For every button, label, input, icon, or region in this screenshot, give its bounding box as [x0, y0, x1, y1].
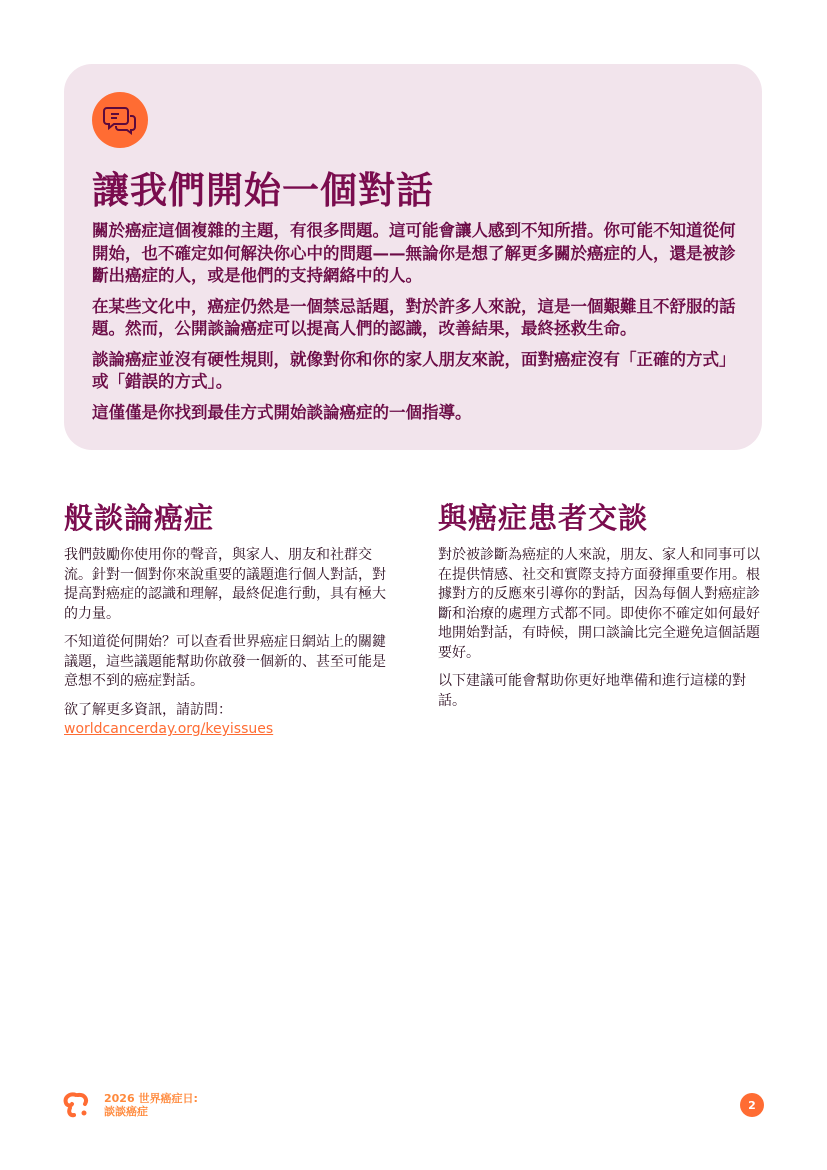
footer-line-1: 2026 世界癌症日:: [104, 1092, 198, 1105]
key-issues-link[interactable]: worldcancerday.org/keyissues: [64, 721, 274, 737]
intro-paragraph: 在某些文化中，癌症仍然是一個禁忌話題，對於許多人來說，這是一個艱難且不舒服的話題。然而，公開談論癌症可以提高人們的認識，改善結果，最終拯救生命。: [92, 296, 736, 338]
right-column-paragraph: 對於被診斷為癌症的人來說，朋友、家人和同事可以在提供情感、社交和實際支持方面發揮重要作用。根據對方的反應來引導你的對話，因為每個人對癌症診斷和治療的處理方式都不同。即使你不確定如何最好地開始對話，有時候，開口談論比完全避免這個話題要好。: [438, 547, 760, 661]
left-column-paragraph: 欲了解更多資訊，請訪問：: [64, 701, 232, 718]
intro-body: [92, 220, 740, 432]
left-column-paragraph: 我們鼓勵你使用你的聲音，與家人、朋友和社群交流。針對一個對你來說重要的議題進行個人對話，對提高對癌症的認識和理解，最終促進行動，具有極大的力量。: [64, 547, 386, 622]
chat-bubbles-icon: [92, 92, 148, 148]
page-number-badge: 2: [740, 1093, 764, 1117]
footer-line-2: 談談癌症: [104, 1105, 148, 1118]
intro-paragraph: 談論癌症並沒有硬性規則，就像對你和你的家人朋友來說，面對癌症沒有「正確的方式」或「錯誤的方式」。: [92, 349, 736, 391]
right-column: [438, 500, 764, 720]
footer-caption: [104, 1092, 198, 1118]
right-column-paragraph: 以下建議可能會幫助你更好地準備和進行這樣的對話。: [438, 673, 746, 709]
left-column-paragraph: 不知道從何開始？可以查看世界癌症日網站上的關鍵議題，這些議題能幫助你啟發一個新的、甚至可能是意想不到的癌症對話。: [64, 634, 386, 689]
intro-paragraph: 這僅僅是你找到最佳方式開始談論癌症的一個指導。: [92, 402, 472, 422]
intro-title: 讓我們開始一個對話: [92, 169, 434, 212]
world-cancer-day-logo-icon: [62, 1092, 90, 1118]
left-column-heading: 般談論癌症: [64, 501, 215, 535]
right-column-heading: 與癌症患者交談: [438, 501, 649, 535]
intro-card: [64, 64, 762, 450]
left-column: [64, 500, 390, 740]
intro-paragraph: 關於癌症這個複雜的主題，有很多問題。這可能會讓人感到不知所措。你可能不知道從何開始，也不確定如何解決你心中的問題——無論你是想了解更多關於癌症的人，還是被診斷出癌症的人，或是他們的支持網絡中的人。: [92, 221, 736, 285]
